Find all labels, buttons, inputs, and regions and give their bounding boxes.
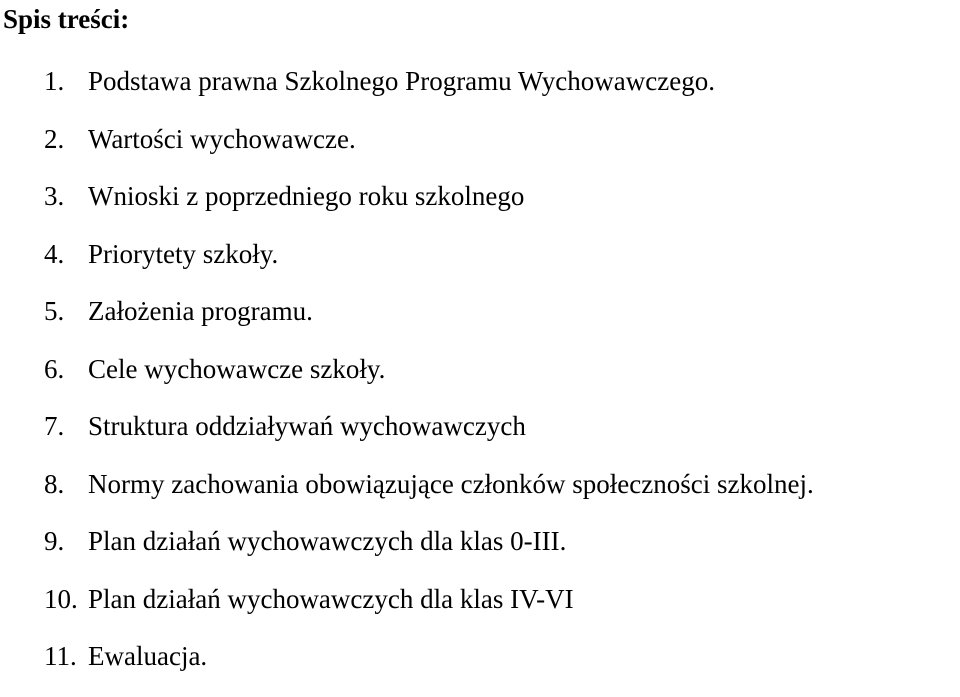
- toc-item-text: Wnioski z poprzedniego roku szkolnego: [88, 181, 525, 211]
- toc-item-number: 1.: [44, 66, 65, 96]
- toc-item-text: Podstawa prawna Szkolnego Programu Wychowawczego.: [88, 66, 715, 96]
- toc-item-number: 9.: [44, 526, 65, 556]
- toc-item-number: 5.: [44, 296, 65, 326]
- toc-item-text: Struktura oddziaływań wychowawczych: [88, 411, 526, 441]
- toc-item-number: 10.: [44, 583, 78, 614]
- toc-item-number: 7.: [44, 411, 65, 441]
- toc-item-text: Założenia programu.: [88, 296, 313, 326]
- toc-item-text: Wartości wychowawcze.: [88, 123, 356, 154]
- toc-item-text: Priorytety szkoły.: [88, 238, 279, 269]
- toc-item-text: Plan działań wychowawczych dla klas 0-III.: [88, 526, 567, 556]
- toc-item-number: 6.: [44, 353, 65, 384]
- toc-item-text: Cele wychowawcze szkoły.: [88, 353, 386, 384]
- toc-title: Spis treści:: [3, 4, 130, 34]
- toc-item-number: 11.: [44, 641, 77, 671]
- toc-item-number: 8.: [44, 468, 65, 499]
- toc-item-number: 4.: [44, 238, 65, 269]
- toc-item-number: 3.: [44, 181, 65, 211]
- toc-item-text: Normy zachowania obowiązujące członków społeczności szkolnej.: [88, 468, 814, 499]
- toc-item-number: 2.: [44, 123, 65, 154]
- toc-item-text: Plan działań wychowawczych dla klas IV-VI: [88, 583, 574, 614]
- toc-item-text: Ewaluacja.: [88, 641, 208, 671]
